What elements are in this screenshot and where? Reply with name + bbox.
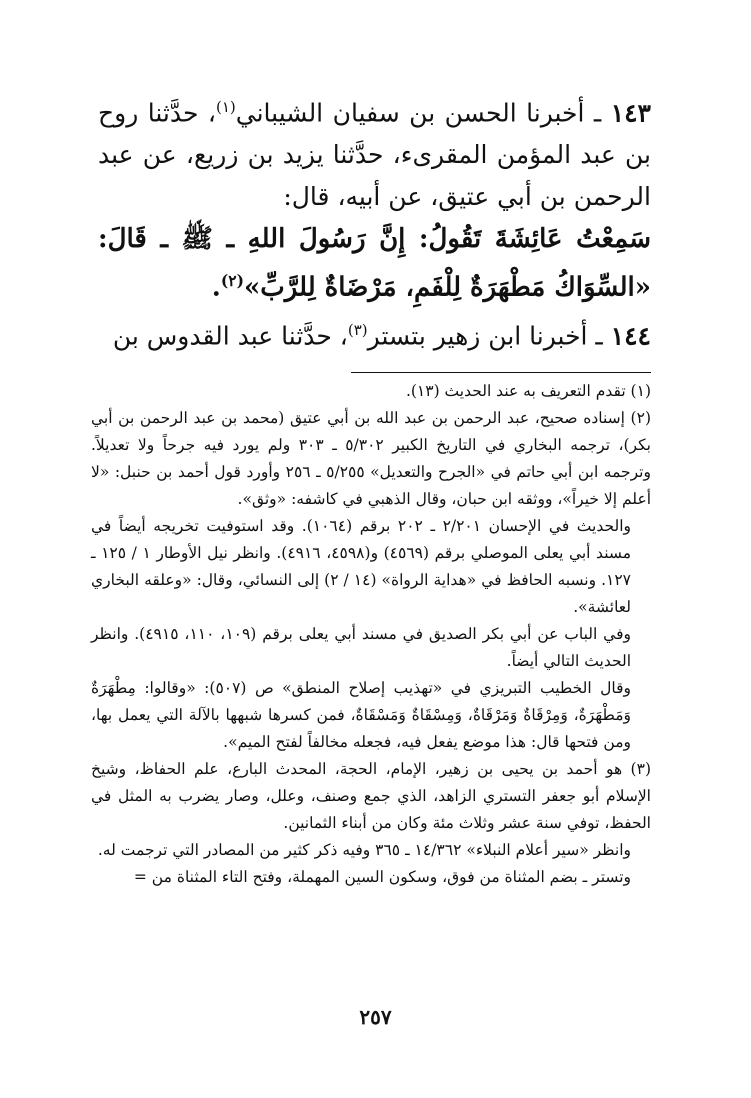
main-text bbox=[98, 86, 651, 357]
hadith-144-isnad bbox=[98, 309, 651, 357]
footnote-3: (٣) هو أحمد بن يحيى بن زهير، الإمام، الحجة، المحدث البارع، علم الحفاظ، وشيخ الإسلام أبو جعفر التستري الزاهد، الذي جمع وصنف، وعلل، وصار يضرب به المثل في الحفظ، توفي سنة عشر وثلاث مئة وكان من أبناء الثمانين. bbox=[91, 760, 651, 832]
footnotes bbox=[91, 378, 651, 891]
hadith-143-matn: سَمِعْتُ عَائِشَةَ تَقُولُ: إِنَّ رَسُولَ اللهِ ـ ﷺ ـ قَالَ: «السِّوَاكُ مَطْهَرَةٌ لِلْفَمِ، مَرْضَاةٌ لِلرَّبِّ»$^{(٢)}$. bbox=[98, 224, 651, 303]
footnote-3-continued: وتستر ـ بضم المثناة من فوق، وسكون السين المهملة، وفتح التاء المثناة من = bbox=[133, 868, 631, 886]
footnote-2-linguistic: وقال الخطيب التبريزي في «تهذيب إصلاح المنطق» ص (٥٠٧): «وقالوا: مِطْهَرَةٌ وَمَطْهَرَةٌ، وَمِرْقَاةٌ وَمَرْقَاةٌ، وَمِسْقَاةٌ وَمَسْقَاةٌ، فمن كسرها شبهها بالآلة التي يعمل بها، ومن فتحها قال: هذا موضع يفعل فيه، فجعله مخالفاً لفتح الميم». bbox=[91, 679, 631, 751]
footnote-ref-3: (٣) bbox=[347, 320, 368, 339]
isnad-text-part1: ـ أخبرنا الحسن بن سفيان الشيباني bbox=[235, 98, 611, 128]
footnote-2-hadith-sources: والحديث في الإحسان ٢/٢٠١ ـ ٢٠٢ برقم (١٠٦٤). وقد استوفيت تخريجه أيضاً في مسند أبي يعلى الموصلي برقم (٤٥٦٩) و(٤٥٩٨، ٤٩١٦). وانظر نيل الأوطار ١ / ١٢٥ ـ ١٢٧. ونسبه الحافظ في «هداية الرواة» (١٤ / ٢) إلى النسائي، وقال: «وعلقه البخاري لعائشة». bbox=[91, 517, 631, 616]
footnote-ref-1: (١) bbox=[215, 98, 236, 116]
isnad144-text-part1: ـ أخبرنا ابن زهير بتستر bbox=[367, 321, 611, 351]
footnote-1: (١) تقدم التعريف به عند الحديث (١٣). bbox=[405, 382, 651, 400]
hadith-143-isnad bbox=[98, 86, 651, 218]
hadith-number-143: ١٤٣ bbox=[610, 98, 651, 128]
footnote-2-related: وفي الباب عن أبي بكر الصديق في مسند أبي يعلى برقم (١٠٩، ١١٠، ٤٩١٥). وانظر الحديث التالي أيضاً. bbox=[91, 625, 631, 670]
footnote-3-sources: وانظر «سير أعلام النبلاء» ١٤/٣٦٢ ـ ٣٦٥ وفيه ذكر كثير من المصادر التي ترجمت له. bbox=[97, 841, 631, 859]
isnad144-text-part2: ، حدَّثنا عبد القدوس بن bbox=[112, 321, 348, 351]
isnad-text-part2: ، حدَّثنا روح بن عبد المؤمن المقرىء، حدَّثنا يزيد بن زريع، عن عبد الرحمن بن أبي عتيق، عن أبيه، قال: bbox=[98, 98, 651, 212]
hadith-text: سَمِعْتُ عَائِشَةَ تَقُولُ: إِنَّ رَسُولَ اللهِ ـ ﷺ ـ قَالَ: «السِّوَاكُ مَطْهَرَةٌ لِلْفَمِ، مَرْضَاةٌ لِلرَّبِّ» bbox=[98, 224, 651, 303]
footnote-separator bbox=[351, 372, 651, 373]
footnote-ref-2: (٢) bbox=[220, 271, 245, 291]
page-number: ٢٥٧ bbox=[359, 1005, 392, 1029]
hadith-number-144: ١٤٤ bbox=[610, 321, 651, 351]
footnote-2: (٢) إسناده صحيح، عبد الرحمن بن عبد الله بن أبي عتيق (محمد بن عبد الرحمن بن أبي بكر)، ترجمه البخاري في التاريخ الكبير ٥/٣٠٢ ـ ٣٠٣ ولم يورد فيه جرحاً ولا تعديلاً. وترجمه ابن أبي حاتم في «الجرح والتعديل» ٥/٢٥٥ ـ ٢٥٦ وأورد قول أحمد بن حنبل: «لا أعلم إلا خيراً»، ووثقه ابن حبان، وقال الذهبي في كاشفه: «وثق». bbox=[91, 409, 651, 508]
